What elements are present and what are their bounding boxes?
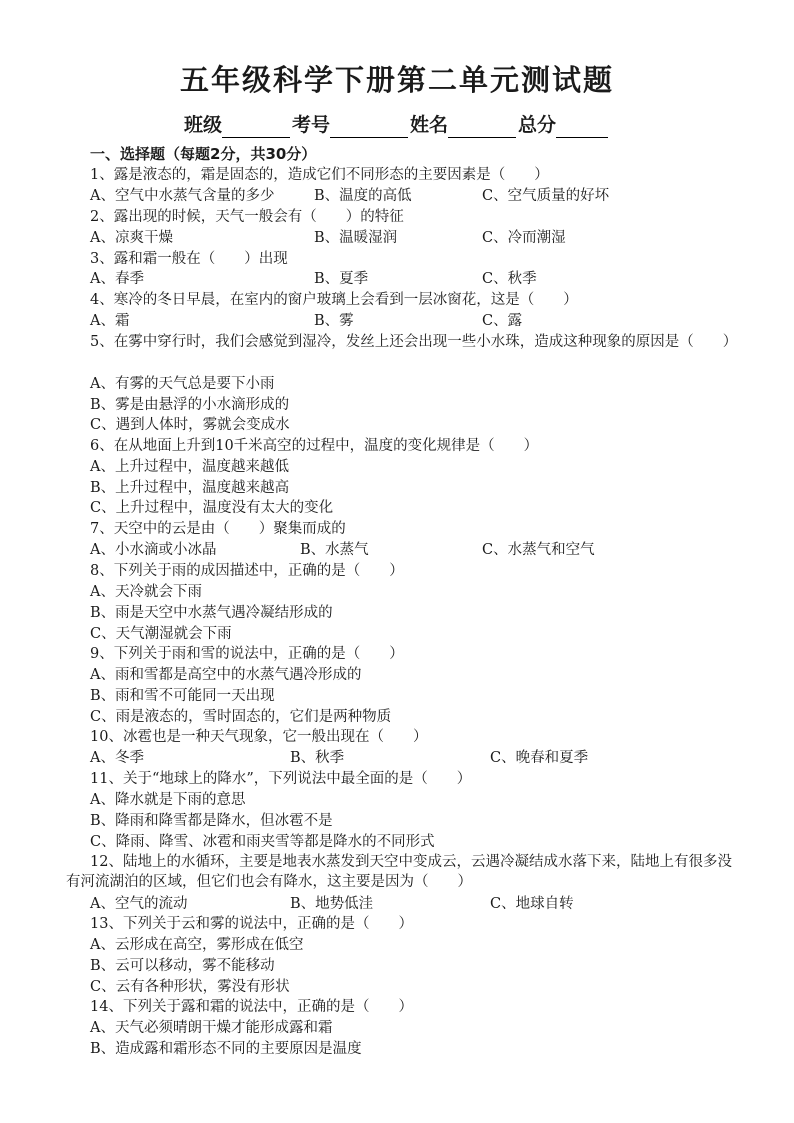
option-c[interactable]: C、上升过程中，温度没有太大的变化: [90, 500, 334, 516]
option-a[interactable]: A、雨和雪都是高空中的水蒸气遇冷形成的: [90, 667, 362, 683]
number-blank[interactable]: [330, 117, 408, 138]
question-stem: 1、露是液态的，霜是固态的，造成它们不同形态的主要因素是（ ）: [90, 167, 549, 183]
question-stem: 11、关于“地球上的降水”，下列说法中最全面的是（ ）: [90, 771, 472, 787]
option-c[interactable]: C、云有各种形状，雾没有形状: [90, 979, 290, 995]
option-b[interactable]: B、雾是由悬浮的小水滴形成的: [90, 397, 290, 413]
question-stem: 14、下列关于露和霜的说法中，正确的是（ ）: [90, 999, 413, 1015]
option-b[interactable]: B、造成露和霜形态不同的主要原因是温度: [90, 1041, 362, 1057]
option-b[interactable]: B、云可以移动，雾不能移动: [90, 958, 275, 974]
question-stem: 6、在从地面上升到10千米高空的过程中，温度的变化规律是（ ）: [90, 438, 539, 454]
question-stem: 8、下列关于雨的成因描述中，正确的是（ ）: [90, 563, 404, 579]
option-c[interactable]: C、秋季: [482, 271, 537, 287]
option-b[interactable]: B、雨和雪不可能同一天出现: [90, 688, 275, 704]
section-heading: 一、选择题（每题2分，共30分）: [90, 145, 317, 163]
question-stem: 5、在雾中穿行时，我们会感觉到湿冷，发丝上还会出现一些小水珠，造成这种现象的原因是（ ）: [90, 334, 738, 350]
question-stem: 2、露出现的时候，天气一般会有（ ）的特征: [90, 209, 404, 225]
option-b[interactable]: B、水蒸气: [300, 542, 369, 558]
option-b[interactable]: B、降雨和降雪都是降水，但冰雹不是: [90, 813, 333, 829]
option-b[interactable]: B、上升过程中，温度越来越高: [90, 480, 290, 496]
option-a[interactable]: A、云形成在高空，雾形成在低空: [90, 937, 304, 953]
class-label: 班级: [183, 114, 222, 136]
option-a[interactable]: A、上升过程中，温度越来越低: [90, 459, 289, 475]
score-blank[interactable]: [556, 117, 608, 138]
question-stem: 12、陆地上的水循环，主要是地表水蒸发到天空中变成云，云遇冷凝结成水落下来，陆地上有很多没有河流湖泊的区域，但它们也会有降水，这主要是因为（ ）: [66, 854, 732, 890]
option-c[interactable]: C、遇到人体时，雾就会变成水: [90, 417, 290, 433]
option-b[interactable]: B、温暖湿润: [314, 230, 398, 246]
option-c[interactable]: C、天气潮湿就会下雨: [90, 626, 232, 642]
question-stem: 9、下列关于雨和雪的说法中，正确的是（ ）: [90, 646, 404, 662]
option-c[interactable]: C、晚春和夏季: [490, 750, 589, 766]
option-a[interactable]: A、天气必须晴朗干燥才能形成露和霜: [90, 1020, 333, 1036]
option-c[interactable]: C、空气质量的好坏: [482, 188, 610, 204]
option-c[interactable]: C、雨是液态的，雪时固态的，它们是两种物质: [90, 709, 392, 725]
option-a[interactable]: A、凉爽干燥: [90, 230, 173, 246]
option-b[interactable]: B、秋季: [290, 750, 345, 766]
option-a[interactable]: A、春季: [90, 271, 144, 287]
option-c[interactable]: C、水蒸气和空气: [482, 542, 595, 558]
option-a[interactable]: A、空气中水蒸气含量的多少: [90, 188, 275, 204]
number-label: 考号: [291, 114, 330, 136]
option-c[interactable]: C、露: [482, 313, 523, 329]
question-stem: 10、冰雹也是一种天气现象，它一般出现在（ ）: [90, 729, 428, 745]
option-a[interactable]: A、小水滴或小冰晶: [90, 542, 217, 558]
option-b[interactable]: B、雾: [314, 313, 354, 329]
option-c[interactable]: C、冷而潮湿: [482, 230, 566, 246]
question-stem: 13、下列关于云和雾的说法中，正确的是（ ）: [90, 916, 413, 932]
option-b[interactable]: B、地势低洼: [290, 896, 374, 912]
option-a[interactable]: A、有雾的天气总是要下小雨: [90, 376, 275, 392]
question-stem: 3、露和霜一般在（ ）出现: [90, 251, 288, 267]
score-label: 总分: [518, 114, 557, 136]
option-c[interactable]: C、降雨、降雪、冰雹和雨夹雪等都是降水的不同形式: [90, 834, 435, 850]
page-title: 五年级科学下册第二单元测试题: [179, 63, 614, 97]
question-stem: 4、寒冷的冬日早晨，在室内的窗户玻璃上会看到一层冰窗花，这是（ ）: [90, 292, 578, 308]
option-a[interactable]: A、天冷就会下雨: [90, 584, 202, 600]
option-a[interactable]: A、降水就是下雨的意思: [90, 792, 246, 808]
question-stem: 7、天空中的云是由（ ）聚集而成的: [90, 521, 346, 537]
option-a[interactable]: A、冬季: [90, 750, 144, 766]
option-c[interactable]: C、地球自转: [490, 896, 574, 912]
name-label: 姓名: [410, 114, 449, 136]
name-blank[interactable]: [448, 117, 516, 138]
option-b[interactable]: B、雨是天空中水蒸气遇冷凝结形成的: [90, 605, 333, 621]
option-b[interactable]: B、温度的高低: [314, 188, 412, 204]
student-info-line: [0, 112, 794, 138]
option-b[interactable]: B、夏季: [314, 271, 369, 287]
option-a[interactable]: A、空气的流动: [90, 896, 188, 912]
class-blank[interactable]: [222, 117, 290, 138]
option-a[interactable]: A、霜: [90, 313, 130, 329]
